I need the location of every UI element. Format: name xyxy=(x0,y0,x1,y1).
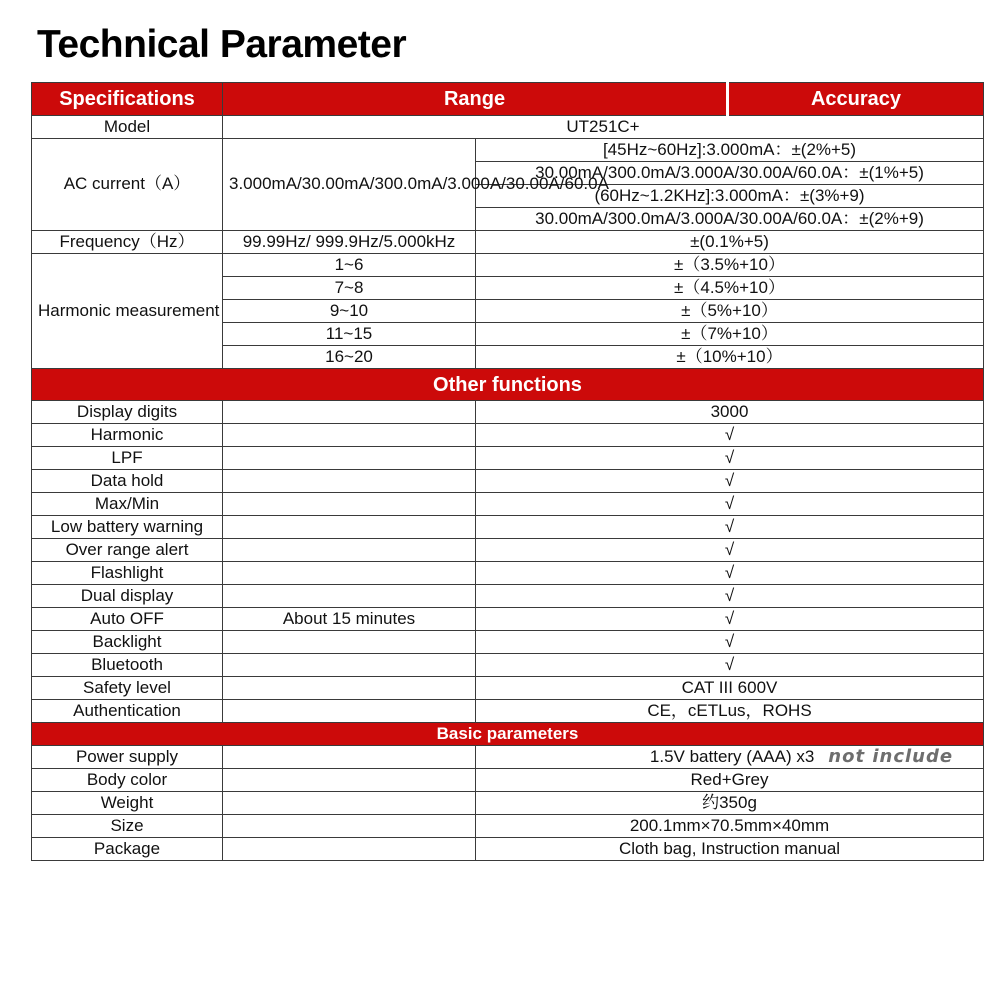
function-row xyxy=(32,424,984,447)
ac-current-accuracy: (60Hz~1.2KHz]:3.000mA：±(3%+9) xyxy=(476,185,984,208)
parameter-value: 约350g xyxy=(476,792,984,815)
ac-current-accuracy: 30.00mA/300.0mA/3.000A/30.00A/60.0A：±(1%+5) xyxy=(476,162,984,185)
ac-current-range: 3.000mA/30.00mA/300.0mA/3.000A/30.00A/60.0A xyxy=(223,139,476,231)
harmonic-range: 16~20 xyxy=(223,346,476,369)
function-range xyxy=(223,539,476,562)
ac-current-row xyxy=(32,139,984,162)
parameter-row xyxy=(32,792,984,815)
basic-parameters-header-row xyxy=(32,723,984,746)
check-mark: √ xyxy=(476,585,984,608)
parameter-name: Package xyxy=(32,838,223,861)
function-row xyxy=(32,493,984,516)
function-name: Backlight xyxy=(32,631,223,654)
check-mark: √ xyxy=(476,516,984,539)
check-mark: √ xyxy=(476,539,984,562)
specifications-header: Specifications xyxy=(32,83,223,116)
harmonic-range: 1~6 xyxy=(223,254,476,277)
parameter-row xyxy=(32,746,984,769)
function-range xyxy=(223,562,476,585)
function-range xyxy=(223,401,476,424)
function-range xyxy=(223,493,476,516)
other-functions-header: Other functions xyxy=(32,369,984,401)
parameter-empty-cell xyxy=(223,746,476,769)
function-name: LPF xyxy=(32,447,223,470)
function-range xyxy=(223,424,476,447)
check-mark: √ xyxy=(476,424,984,447)
function-row xyxy=(32,562,984,585)
check-mark: √ xyxy=(476,608,984,631)
harmonic-range: 11~15 xyxy=(223,323,476,346)
harmonic-range: 9~10 xyxy=(223,300,476,323)
harmonic-row xyxy=(32,254,984,277)
function-name: Harmonic xyxy=(32,424,223,447)
function-row xyxy=(32,700,984,723)
function-name: Dual display xyxy=(32,585,223,608)
function-row xyxy=(32,677,984,700)
harmonic-label: Harmonic measurement xyxy=(32,254,223,369)
function-range xyxy=(223,470,476,493)
function-name: Auto OFF xyxy=(32,608,223,631)
function-row xyxy=(32,654,984,677)
function-row xyxy=(32,585,984,608)
harmonic-accuracy: ±（10%+10） xyxy=(476,346,984,369)
check-mark: √ xyxy=(476,654,984,677)
spec-table xyxy=(31,82,984,861)
parameter-row xyxy=(32,838,984,861)
function-range xyxy=(223,516,476,539)
function-range xyxy=(223,447,476,470)
parameter-name: Weight xyxy=(32,792,223,815)
function-range: About 15 minutes xyxy=(223,608,476,631)
function-name: Authentication xyxy=(32,700,223,723)
range-header: Range xyxy=(223,83,728,116)
harmonic-range: 7~8 xyxy=(223,277,476,300)
function-range xyxy=(223,700,476,723)
ac-current-label: AC current（A） xyxy=(32,139,223,231)
check-mark: √ xyxy=(476,631,984,654)
function-value: CE，cETLus，ROHS xyxy=(476,700,984,723)
parameter-row xyxy=(32,769,984,792)
function-row xyxy=(32,470,984,493)
function-name: Flashlight xyxy=(32,562,223,585)
parameter-empty-cell xyxy=(223,838,476,861)
header-row xyxy=(32,83,984,116)
frequency-range: 99.99Hz/ 999.9Hz/5.000kHz xyxy=(223,231,476,254)
parameter-name: Size xyxy=(32,815,223,838)
model-row xyxy=(32,116,984,139)
parameter-value-cell xyxy=(476,746,984,769)
check-mark: √ xyxy=(476,562,984,585)
function-row xyxy=(32,539,984,562)
check-mark: √ xyxy=(476,447,984,470)
frequency-row xyxy=(32,231,984,254)
parameter-name: Body color xyxy=(32,769,223,792)
function-name: Max/Min xyxy=(32,493,223,516)
function-row xyxy=(32,631,984,654)
harmonic-accuracy: ±（3.5%+10） xyxy=(476,254,984,277)
parameter-value: Red+Grey xyxy=(476,769,984,792)
model-label: Model xyxy=(32,116,223,139)
function-value: CAT III 600V xyxy=(476,677,984,700)
check-mark: √ xyxy=(476,493,984,516)
parameter-value: 1.5V battery (AAA) x3 xyxy=(649,747,815,767)
model-value: UT251C+ xyxy=(223,116,984,139)
function-row xyxy=(32,608,984,631)
function-name: Bluetooth xyxy=(32,654,223,677)
ac-current-accuracy: [45Hz~60Hz]:3.000mA：±(2%+5) xyxy=(476,139,984,162)
parameter-value: 200.1mm×70.5mm×40mm xyxy=(476,815,984,838)
function-name: Display digits xyxy=(32,401,223,424)
function-range xyxy=(223,677,476,700)
function-name: Over range alert xyxy=(32,539,223,562)
function-value: 3000 xyxy=(476,401,984,424)
function-row xyxy=(32,447,984,470)
parameter-empty-cell xyxy=(223,769,476,792)
function-name: Data hold xyxy=(32,470,223,493)
frequency-accuracy: ±(0.1%+5) xyxy=(476,231,984,254)
function-name: Low battery warning xyxy=(32,516,223,539)
harmonic-accuracy: ±（4.5%+10） xyxy=(476,277,984,300)
function-range xyxy=(223,631,476,654)
harmonic-accuracy: ±（7%+10） xyxy=(476,323,984,346)
ac-current-accuracy: 30.00mA/300.0mA/3.000A/30.00A/60.0A：±(2%+9) xyxy=(476,208,984,231)
frequency-label: Frequency（Hz） xyxy=(32,231,223,254)
parameter-value: Cloth bag, Instruction manual xyxy=(476,838,984,861)
basic-parameters-header: Basic parameters xyxy=(32,723,984,746)
parameter-empty-cell xyxy=(223,792,476,815)
function-range xyxy=(223,585,476,608)
page-title: Technical Parameter xyxy=(37,23,407,66)
other-functions-header-row xyxy=(32,369,984,401)
parameter-name: Power supply xyxy=(32,746,223,769)
function-range xyxy=(223,654,476,677)
parameter-empty-cell xyxy=(223,815,476,838)
harmonic-accuracy: ±（5%+10） xyxy=(476,300,984,323)
parameter-row xyxy=(32,815,984,838)
function-name: Safety level xyxy=(32,677,223,700)
check-mark: √ xyxy=(476,470,984,493)
not-include-note: not include xyxy=(828,746,954,768)
function-row xyxy=(32,401,984,424)
function-row xyxy=(32,516,984,539)
accuracy-header: Accuracy xyxy=(728,83,984,116)
